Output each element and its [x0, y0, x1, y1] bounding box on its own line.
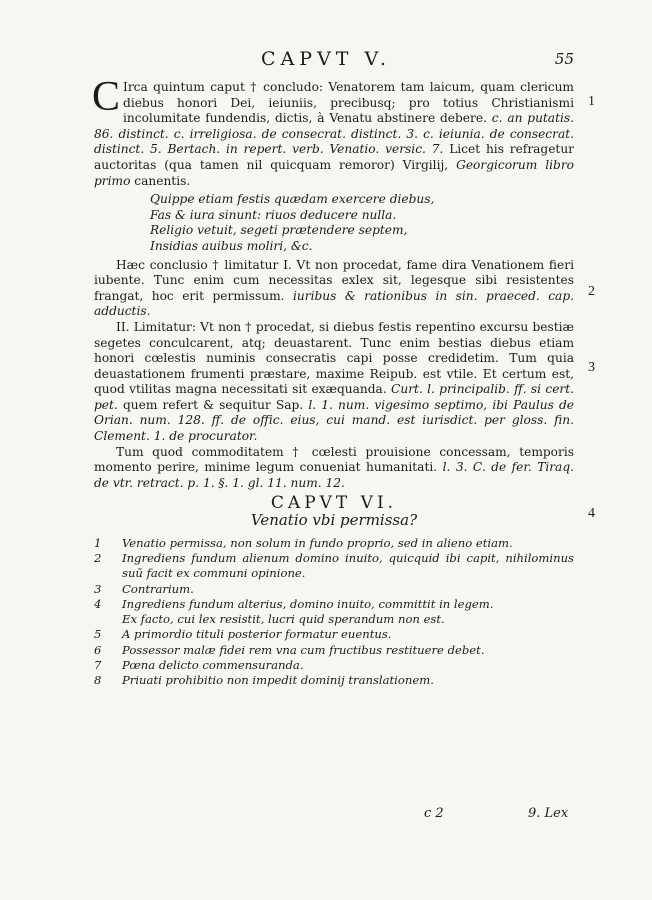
- p3-citation: Curt. l. principalib. ff. si cert. pet.: [94, 382, 575, 412]
- paragraph-1: [92, 74, 574, 189]
- item-text: Ingrediens fundum alterius, domino inuito, committit in legem.: [122, 596, 494, 611]
- list-item: [94, 582, 574, 597]
- list-item: [94, 658, 574, 673]
- verse-line: Religio vetuit, segeti prætendere septem,: [150, 223, 408, 238]
- drop-cap: C: [92, 74, 121, 120]
- chapter-6-title: CAPVT VI.: [270, 493, 398, 514]
- p1-citation: c. an putatis. 86. distinct. c. irreligiosa. de consecrat. distinct. 3. c. ieiunia. de consecrat. distinct. 5. Bertach. in repert. verb. Venatio. versic. 7.: [94, 111, 574, 157]
- list-item: [94, 643, 574, 658]
- item-text: Contrarium.: [122, 581, 194, 596]
- item-number: 5: [94, 627, 102, 642]
- p3b-citation: l. 1. num. vigesimo septimo, ibi Paulus de Orian. num. 128. ff. de offic. eius, cui mand. est iurisdict. per gloss. fin. Clement. 1. de procurator.: [94, 397, 574, 444]
- p1c-text: canentis.: [134, 173, 191, 188]
- p3-text: II. Limitatur: Vt non † procedat, si diebus festis repentino excursu bestiæ segetes conculcarent, atq; deuastarent. Tunc enim bestias diebus etiam honori cœlestis numinis consecratis capi posse credidetim. Tum quia deuastationem frumenti præstare, maxime Reipub. est vtile. Et certum est, quod vtilitas magna necessitati sit exæquanda.: [94, 319, 574, 397]
- catchword: 9. Lex: [528, 806, 569, 821]
- verse-line: Quippe etiam festis quædam exercere diebus,: [150, 192, 435, 207]
- paragraph-4: [94, 445, 574, 492]
- list-item: [94, 627, 574, 642]
- item-text: Venatio permissa, non solum in fundo proprio, sed in alieno etiam.: [122, 535, 513, 550]
- item-text: Ex facto, cui lex resistit, lucri quid sperandum non est.: [122, 612, 445, 627]
- list-item: [94, 551, 574, 582]
- list-item: [94, 597, 574, 612]
- margin-note-1: 1: [588, 94, 595, 109]
- item-number: 3: [94, 581, 102, 596]
- summary-list: [94, 536, 574, 689]
- p4-text: Tum quod commoditatem † cœlesti prouisione concessam, temporis momento perire, minime legum conueniat humanitati.: [94, 444, 574, 475]
- chapter-6-subtitle: Venatio vbi permissa?: [250, 511, 418, 530]
- item-number: 8: [94, 673, 102, 688]
- signature-mark: c 2: [424, 806, 444, 821]
- main-text: [92, 74, 575, 689]
- item-number: 6: [94, 642, 102, 657]
- margin-note-3: 3: [588, 360, 595, 375]
- item-text: Ingrediens fundum alienum domino inuito, quicquid ibi capit, nihilominus suū facit ex communi opinione.: [122, 550, 574, 581]
- list-item: [94, 536, 574, 551]
- paragraph-2: [94, 258, 574, 320]
- list-item: [94, 612, 574, 627]
- item-text: Priuati prohibitio non impedit dominij translationem.: [122, 673, 434, 688]
- page-footer: [0, 806, 652, 826]
- item-number: 4: [94, 596, 102, 611]
- running-head: [0, 48, 652, 74]
- item-text: A primordio tituli posterior formatur euentus.: [122, 627, 392, 642]
- item-number: 7: [94, 658, 102, 672]
- p4-citation: l. 3. C. de fer. Tiraq. de vtr. retract. p. 1. §. 1. gl. 11. num. 12.: [94, 460, 574, 490]
- p1b-citation: Georgicorum libro primo: [94, 157, 574, 188]
- p1b-text: Licet his refragetur auctoritas (qua tamen nil quicquam remoror) Virgilij,: [94, 142, 574, 172]
- verse-line: Insidias auibus moliri, &c.: [150, 238, 313, 253]
- p2-citation: iuribus & rationibus in sin. praeced. cap. adductis.: [94, 288, 575, 319]
- p3b-text: quem refert & sequitur Sap.: [122, 397, 304, 412]
- item-number: 1: [94, 535, 102, 550]
- margin-note-2: 2: [588, 284, 595, 299]
- p1-text: Irca quintum caput † concludo: Venatorem tam laicum, quam clericum diebus honori Dei, ieiuniis, precibusq; pro totius Christianismi incolumitate fundendis, dictis, à Venatu abstinere debere.: [123, 80, 574, 126]
- item-text: Possessor malæ fidei rem vna cum fructibus restituere debet.: [122, 642, 485, 657]
- margin-note-4: 4: [588, 506, 595, 521]
- paragraph-3: [94, 320, 574, 445]
- item-text: Pœna delicto commensuranda.: [122, 658, 304, 672]
- verse-quote: [150, 192, 574, 254]
- list-item: [94, 673, 574, 688]
- chapter-title: CAPVT V.: [261, 48, 391, 70]
- item-number: 2: [94, 550, 102, 565]
- verse-line: Fas & iura sinunt: riuos deducere nulla.: [150, 207, 397, 222]
- p2-text: Hæc conclusio † limitatur I. Vt non procedat, fame dira Venationem fieri iubente. Tunc enim cum necessitas exlex sit, legesque sibi resistentes frangat, hoc erit permissum.: [94, 257, 574, 303]
- page-number: 55: [554, 50, 574, 68]
